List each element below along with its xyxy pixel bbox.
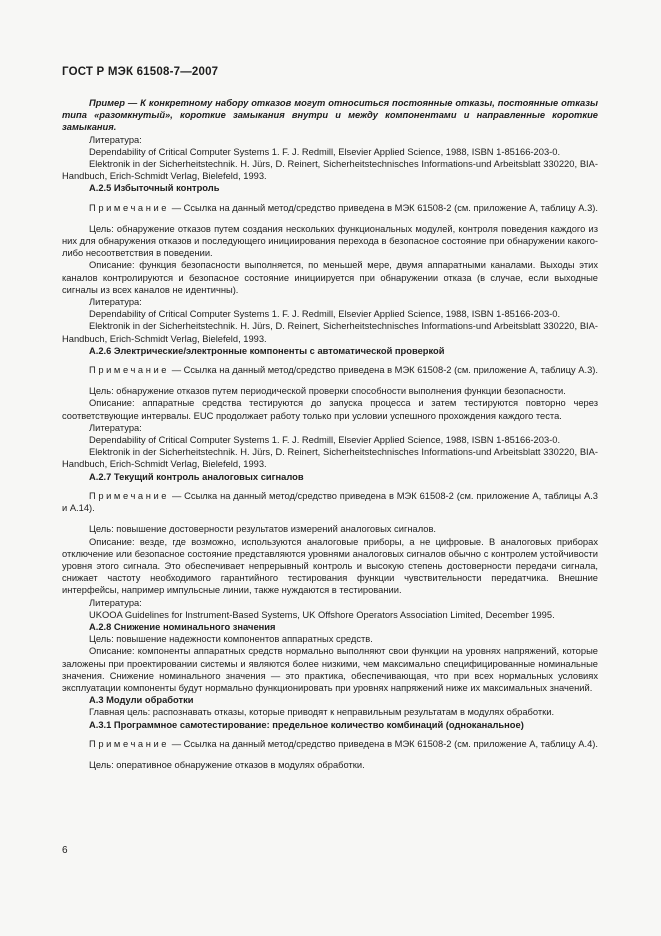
note (62, 738, 598, 750)
goal-paragraph: Главная цель: распознавать отказы, которые приводят к неправильным результатам в модулях обработки. (89, 707, 555, 718)
reference: UKOOA Guidelines for Instrument-Based Systems, UK Offshore Operators Association Limited, December 1995. (89, 609, 555, 620)
goal-paragraph: Цель: повышение надежности компонентов аппаратных средств. (89, 634, 373, 645)
section-heading-a31: А.3.1 Программное самотестирование: предельное количество комбинаций (одноканальное) (89, 719, 524, 730)
note (62, 202, 598, 214)
note-label: Примечание (89, 490, 170, 501)
description-paragraph: Описание: везде, где возможно, используются аналоговые приборы, а не цифровые. В аналоговых приборах отключение или безопасное состояние представляются уровнями аналоговых сигналов обычно с контролем устойчивости уровня этого сигнала. Это обеспечивает непрерывный контроль и высокую степень достоверности передачи сигнала, снижает частоту необходимого гарантийного тестирования функции чувствительности передатчика. Внешние интерфейсы, например импульсные линии, также нуждаются в тестировании. (62, 536, 598, 596)
note-text: — Ссылка на данный метод/средство приведена в МЭК 61508-2 (см. приложение А, таблицы А.3 и А.14). (62, 490, 598, 514)
page-number: 6 (62, 845, 68, 856)
page-content (62, 97, 598, 771)
description-paragraph: Описание: функция безопасности выполняется, по меньшей мере, двумя аппаратными каналами. Выходы этих каналов контролируются и безопасное состояние инициируется при обнаружении отказа (в случае, если выходные сигналы из всех каналов не идентичны). (62, 260, 598, 295)
description-paragraph: Описание: компоненты аппаратных средств нормально выполняют свои функции на уровнях напряжений, которые заложены при проектировании системы и являются более низкими, чем максимально специфицированные номинальные значения. Снижение номинального значения — это практика, обеспечивающая, что при всех нормальных условиях эксплуатации компоненты будут нормально функционировать при уровнях напряжений ниже их максимальных значений. (62, 646, 598, 693)
reference: Elektronik in der Sicherheitstechnik. H. Jürs, D. Reinert, Sicherheitstechnisches Informations-und Arbeitsblatt 330220, BIA-Handbuch, Erich-Schmidt Verlag, Bielefeld, 1993. (62, 159, 598, 182)
reference: Dependability of Critical Computer Systems 1. F. J. Redmill, Elsevier Applied Science, 1988, ISBN 1-85166-203-0. (89, 435, 561, 446)
goal-paragraph: Цель: обнаружение отказов путем создания нескольких функциональных модулей, контроля поведения каждого из них для обнаружения отказов и последующего инициирования перехода в безопасное состояние при обнаружении какого-либо несоответствия в поведении. (62, 223, 598, 259)
note-text: — Ссылка на данный метод/средство приведена в МЭК 61508-2 (см. приложение А, таблицу А.3). (169, 365, 598, 376)
note (62, 364, 598, 376)
reference: Dependability of Critical Computer Systems 1. F. J. Redmill, Elsevier Applied Science, 1988, ISBN 1-85166-203-0. (89, 309, 561, 320)
note-label: Примечание (89, 738, 170, 749)
example-text: — К конкретному набору отказов могут относиться постоянные отказы, постоянные отказы типа «разомкнутый», короткие замыкания внутри и между компонентами и направленные короткие замыкания. (62, 98, 598, 133)
note-label: Примечание (89, 365, 170, 376)
section-heading-a27: А.2.7 Текущий контроль аналоговых сигналов (89, 471, 304, 482)
literature-label: Литература: (89, 297, 142, 308)
section-heading-a28: А.2.8 Снижение номинального значения (89, 621, 276, 632)
note-text: — Ссылка на данный метод/средство приведена в МЭК 61508-2 (см. приложение А, таблицу А.4). (169, 738, 598, 749)
goal-paragraph: Цель: обнаружение отказов путем периодической проверки способности выполнения функции безопасности. (89, 386, 566, 397)
reference: Dependability of Critical Computer Systems 1. F. J. Redmill, Elsevier Applied Science, 1988, ISBN 1-85166-203-0. (89, 146, 561, 157)
section-heading-a26: А.2.6 Электрические/электронные компоненты с автоматической проверкой (89, 345, 445, 356)
goal-paragraph: Цель: оперативное обнаружение отказов в модулях обработки. (89, 759, 365, 770)
note-text: — Ссылка на данный метод/средство приведена в МЭК 61508-2 (см. приложение А, таблицу А.3). (169, 202, 598, 213)
goal-paragraph: Цель: повышение достоверности результатов измерений аналоговых сигналов. (89, 524, 437, 535)
note-label: Примечание (89, 202, 170, 213)
example-paragraph (62, 97, 598, 134)
literature-label: Литература: (89, 134, 142, 145)
reference: Elektronik in der Sicherheitstechnik. H. Jürs, D. Reinert, Sicherheitstechnisches Informations-und Arbeitsblatt 330220, BIA-Handbuch, Erich-Schmidt Verlag, Bielefeld, 1993. (62, 321, 598, 344)
page-header-title: ГОСТ Р МЭК 61508-7—2007 (62, 66, 219, 78)
section-heading-a25: А.2.5 Избыточный контроль (89, 183, 220, 194)
literature-label: Литература: (89, 422, 142, 433)
literature-label: Литература: (89, 597, 142, 608)
description-paragraph: Описание: аппаратные средства тестируются до запуска процесса и затем тестируются повторно через соответствующие интервалы. EUC продолжает работу только при условии успешного прохождения каждого теста. (62, 398, 598, 421)
reference: Elektronik in der Sicherheitstechnik. H. Jürs, D. Reinert, Sicherheitstechnisches Informations-und Arbeitsblatt 330220, BIA-Handbuch, Erich-Schmidt Verlag, Bielefeld, 1993. (62, 447, 598, 470)
note (62, 490, 598, 514)
example-label: Пример (89, 98, 125, 108)
section-heading-a3: А.3 Модули обработки (89, 695, 194, 706)
